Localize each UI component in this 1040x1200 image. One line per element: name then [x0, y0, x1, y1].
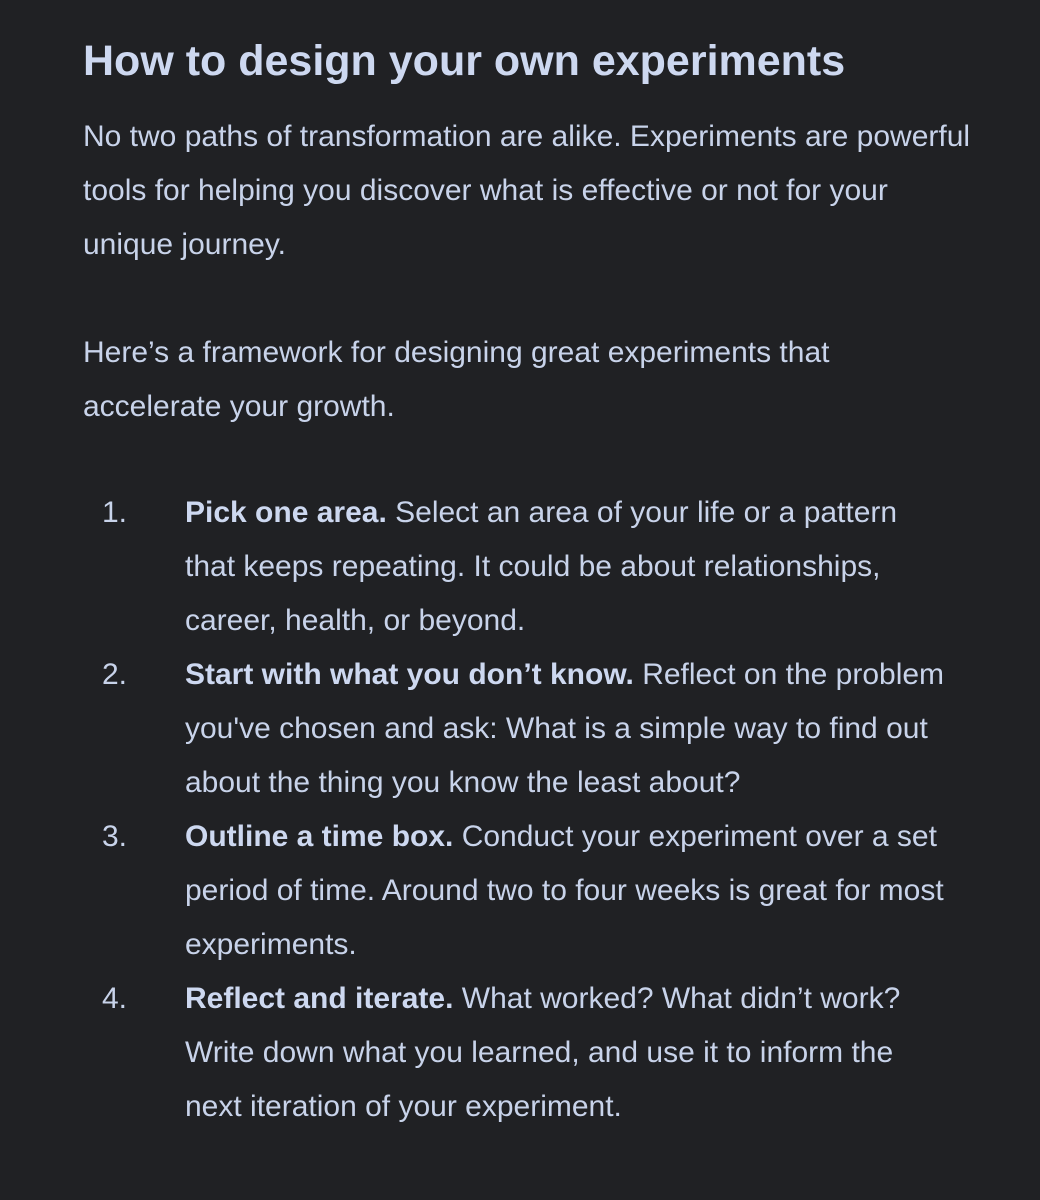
step-item	[83, 972, 983, 1134]
step-number: 3.	[102, 820, 128, 853]
step-title: Pick one area.	[185, 496, 387, 529]
steps-list	[83, 486, 983, 1134]
step-title: Start with what you don’t know.	[185, 658, 634, 691]
step-text	[185, 810, 955, 972]
step-number: 2.	[102, 658, 128, 691]
page-title: How to design your own experiments	[83, 37, 846, 85]
step-number: 1.	[102, 496, 128, 529]
step-item	[83, 486, 983, 648]
step-text	[185, 486, 955, 648]
step-text	[185, 648, 955, 810]
step-number: 4.	[102, 982, 128, 1015]
framework-paragraph: Here’s a framework for designing great experiments that accelerate your growth.	[83, 336, 830, 423]
step-title: Reflect and iterate.	[185, 982, 454, 1015]
step-item	[83, 648, 983, 810]
step-text	[185, 972, 955, 1134]
step-item	[83, 810, 983, 972]
step-body: Select an area of your life or a pattern that keeps repeating. It could be about relationships, career, health, or beyond.	[185, 496, 898, 637]
intro-paragraph: No two paths of transformation are alike. Experiments are powerful tools for helping you discover what is effective or not for your unique journey.	[83, 120, 971, 261]
step-body: What worked? What didn’t work? Write down what you learned, and use it to inform the next iteration of your experiment.	[185, 982, 901, 1123]
step-body: Reflect on the problem you've chosen and ask: What is a simple way to find out about the thing you know the least about?	[185, 658, 945, 799]
step-body: Conduct your experiment over a set period of time. Around two to four weeks is great for most experiments.	[185, 820, 944, 961]
step-title: Outline a time box.	[185, 820, 454, 853]
